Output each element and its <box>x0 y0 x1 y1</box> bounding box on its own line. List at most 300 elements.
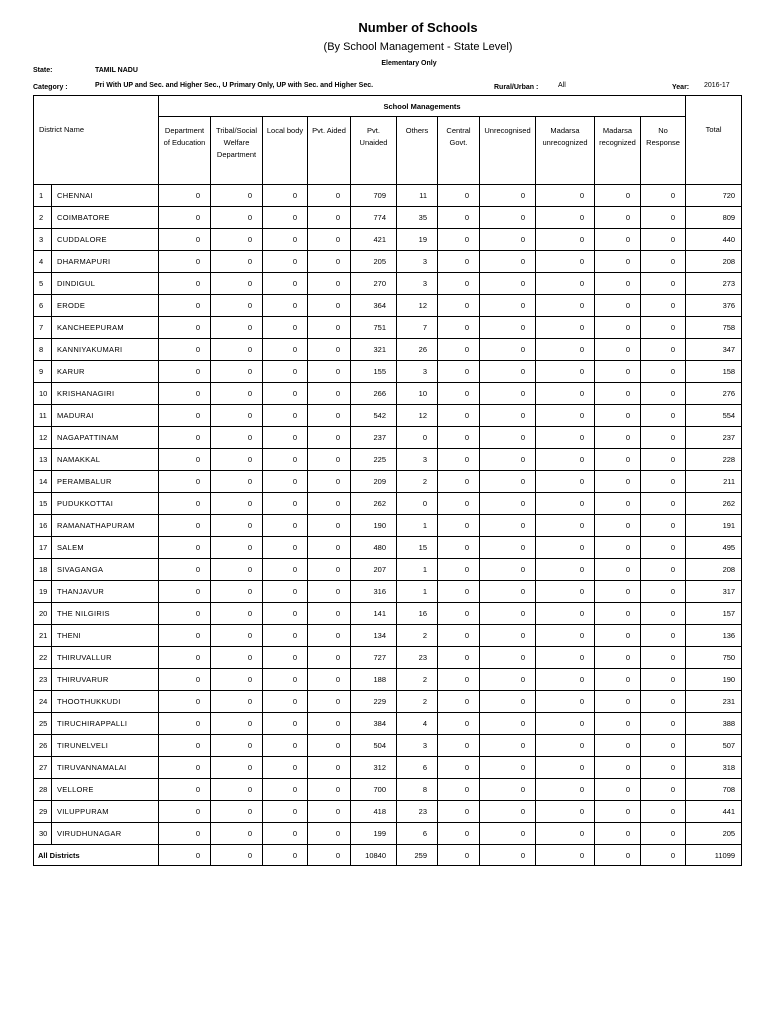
column-header: Local body <box>263 117 308 185</box>
district-name: MADURAI <box>52 405 159 427</box>
table-cell: 0 <box>480 383 536 405</box>
table-cell: 0 <box>641 625 686 647</box>
table-cell: 0 <box>595 515 641 537</box>
table-cell: 0 <box>159 603 211 625</box>
table-cell: 0 <box>438 251 480 273</box>
table-cell: 0 <box>263 273 308 295</box>
table-cell: 0 <box>211 493 263 515</box>
row-total: 136 <box>686 625 742 647</box>
table-cell: 0 <box>438 273 480 295</box>
row-index: 10 <box>34 383 52 405</box>
table-cell: 0 <box>211 229 263 251</box>
table-cell: 0 <box>159 207 211 229</box>
table-cell: 0 <box>308 493 351 515</box>
district-name: THENI <box>52 625 159 647</box>
table-cell: 0 <box>263 757 308 779</box>
district-name: THANJAVUR <box>52 581 159 603</box>
table-cell: 0 <box>211 669 263 691</box>
table-cell: 0 <box>211 185 263 207</box>
table-cell: 0 <box>159 273 211 295</box>
row-index: 24 <box>34 691 52 713</box>
table-cell: 0 <box>438 405 480 427</box>
table-cell: 0 <box>211 845 263 866</box>
table-cell: 0 <box>480 229 536 251</box>
row-index: 28 <box>34 779 52 801</box>
table-cell: 0 <box>159 735 211 757</box>
table-cell: 0 <box>641 713 686 735</box>
table-cell: 0 <box>595 207 641 229</box>
row-total: 495 <box>686 537 742 559</box>
table-cell: 0 <box>595 779 641 801</box>
table-cell: 0 <box>641 295 686 317</box>
table-cell: 0 <box>263 559 308 581</box>
table-cell: 12 <box>397 405 438 427</box>
table-cell: 0 <box>641 779 686 801</box>
table-cell: 0 <box>595 405 641 427</box>
table-cell: 0 <box>595 801 641 823</box>
district-name: DHARMAPURI <box>52 251 159 273</box>
row-total: 708 <box>686 779 742 801</box>
table-cell: 0 <box>211 515 263 537</box>
table-cell: 0 <box>595 449 641 471</box>
table-cell: 0 <box>480 559 536 581</box>
table-cell: 0 <box>438 823 480 845</box>
table-cell: 35 <box>397 207 438 229</box>
table-row <box>34 317 742 339</box>
table-cell: 0 <box>263 251 308 273</box>
table-cell: 0 <box>263 185 308 207</box>
table-cell: 0 <box>595 691 641 713</box>
row-index: 11 <box>34 405 52 427</box>
schools-table <box>33 95 742 866</box>
row-index: 26 <box>34 735 52 757</box>
column-header: Pvt. Aided <box>308 117 351 185</box>
table-cell: 1 <box>397 515 438 537</box>
table-cell: 0 <box>159 845 211 866</box>
row-total: 347 <box>686 339 742 361</box>
table-cell: 0 <box>641 471 686 493</box>
table-cell: 0 <box>308 251 351 273</box>
table-cell: 7 <box>397 317 438 339</box>
row-total: 208 <box>686 559 742 581</box>
table-cell: 6 <box>397 757 438 779</box>
table-cell: 0 <box>641 339 686 361</box>
table-cell: 0 <box>308 537 351 559</box>
row-index: 3 <box>34 229 52 251</box>
table-cell: 0 <box>536 669 595 691</box>
table-cell: 0 <box>536 757 595 779</box>
report-scope: Elementary Only <box>381 60 437 67</box>
district-name: VELLORE <box>52 779 159 801</box>
district-name: KANNIYAKUMARI <box>52 339 159 361</box>
table-cell: 0 <box>595 603 641 625</box>
table-row <box>34 691 742 713</box>
table-cell: 0 <box>211 405 263 427</box>
table-cell: 0 <box>641 317 686 339</box>
table-cell: 2 <box>397 471 438 493</box>
table-row <box>34 603 742 625</box>
table-cell: 0 <box>536 317 595 339</box>
table-cell: 0 <box>159 757 211 779</box>
table-cell: 259 <box>397 845 438 866</box>
table-cell: 0 <box>263 317 308 339</box>
table-cell: 0 <box>308 801 351 823</box>
district-name: NAMAKKAL <box>52 449 159 471</box>
row-index: 27 <box>34 757 52 779</box>
table-cell: 0 <box>641 185 686 207</box>
district-name: THIRUVARUR <box>52 669 159 691</box>
table-cell: 0 <box>641 647 686 669</box>
table-row <box>34 669 742 691</box>
row-index: 7 <box>34 317 52 339</box>
district-name: SIVAGANGA <box>52 559 159 581</box>
table-cell: 0 <box>641 251 686 273</box>
table-cell: 0 <box>536 801 595 823</box>
row-total: 237 <box>686 427 742 449</box>
table-row <box>34 427 742 449</box>
table-cell: 0 <box>159 295 211 317</box>
grand-total: 11099 <box>686 845 742 866</box>
table-cell: 0 <box>308 471 351 493</box>
row-index: 15 <box>34 493 52 515</box>
table-cell: 0 <box>308 757 351 779</box>
table-row <box>34 207 742 229</box>
table-cell: 0 <box>480 801 536 823</box>
table-cell: 0 <box>480 537 536 559</box>
table-cell: 0 <box>536 537 595 559</box>
table-cell: 0 <box>595 471 641 493</box>
table-cell: 0 <box>480 339 536 361</box>
district-name: KANCHEEPURAM <box>52 317 159 339</box>
row-index: 9 <box>34 361 52 383</box>
table-cell: 0 <box>480 317 536 339</box>
table-cell: 0 <box>595 669 641 691</box>
table-cell: 229 <box>351 691 397 713</box>
table-cell: 0 <box>397 427 438 449</box>
table-cell: 0 <box>536 273 595 295</box>
table-cell: 0 <box>211 559 263 581</box>
table-cell: 0 <box>536 647 595 669</box>
column-header: No Response <box>641 117 686 185</box>
report-title: Number of Schools <box>358 20 478 35</box>
district-name: CHENNAI <box>52 185 159 207</box>
table-cell: 1 <box>397 559 438 581</box>
table-cell: 0 <box>438 207 480 229</box>
table-row <box>34 735 742 757</box>
row-total: 262 <box>686 493 742 515</box>
table-cell: 0 <box>438 691 480 713</box>
table-cell: 15 <box>397 537 438 559</box>
table-row <box>34 339 742 361</box>
table-cell: 0 <box>536 207 595 229</box>
table-cell: 384 <box>351 713 397 735</box>
table-cell: 0 <box>641 559 686 581</box>
row-index: 4 <box>34 251 52 273</box>
table-cell: 0 <box>641 691 686 713</box>
row-index: 2 <box>34 207 52 229</box>
table-cell: 190 <box>351 515 397 537</box>
table-cell: 262 <box>351 493 397 515</box>
table-row <box>34 493 742 515</box>
table-cell: 0 <box>480 735 536 757</box>
row-total: 190 <box>686 669 742 691</box>
table-cell: 0 <box>641 581 686 603</box>
table-cell: 0 <box>159 339 211 361</box>
table-cell: 0 <box>211 273 263 295</box>
table-cell: 0 <box>536 735 595 757</box>
table-cell: 0 <box>641 449 686 471</box>
table-cell: 141 <box>351 603 397 625</box>
table-cell: 0 <box>159 647 211 669</box>
table-cell: 0 <box>159 229 211 251</box>
table-row <box>34 471 742 493</box>
table-cell: 3 <box>397 449 438 471</box>
row-index: 5 <box>34 273 52 295</box>
table-cell: 0 <box>159 779 211 801</box>
row-total: 317 <box>686 581 742 603</box>
table-cell: 0 <box>438 449 480 471</box>
table-row <box>34 823 742 845</box>
school-managements-header: School Managements <box>159 96 686 117</box>
table-cell: 0 <box>263 515 308 537</box>
table-cell: 26 <box>397 339 438 361</box>
table-cell: 709 <box>351 185 397 207</box>
table-cell: 0 <box>263 405 308 427</box>
table-cell: 0 <box>438 383 480 405</box>
table-cell: 0 <box>438 537 480 559</box>
table-cell: 199 <box>351 823 397 845</box>
table-cell: 0 <box>480 361 536 383</box>
district-name: NAGAPATTINAM <box>52 427 159 449</box>
table-cell: 0 <box>641 361 686 383</box>
table-cell: 188 <box>351 669 397 691</box>
table-cell: 0 <box>438 757 480 779</box>
row-index: 18 <box>34 559 52 581</box>
state-value: TAMIL NADU <box>95 67 138 74</box>
table-row <box>34 801 742 823</box>
table-cell: 0 <box>641 229 686 251</box>
row-total: 158 <box>686 361 742 383</box>
district-name-header: District Name <box>34 96 159 185</box>
total-header: Total <box>686 96 742 185</box>
table-cell: 0 <box>595 339 641 361</box>
table-cell: 0 <box>308 845 351 866</box>
table-cell: 0 <box>263 537 308 559</box>
table-cell: 225 <box>351 449 397 471</box>
year-label: Year: <box>672 84 690 91</box>
table-cell: 0 <box>480 779 536 801</box>
column-header: Madarsa unrecognized <box>536 117 595 185</box>
district-name: THOOTHUKKUDI <box>52 691 159 713</box>
all-districts-row <box>34 845 742 866</box>
table-cell: 0 <box>480 185 536 207</box>
table-cell: 0 <box>536 427 595 449</box>
table-cell: 2 <box>397 625 438 647</box>
table-cell: 0 <box>211 779 263 801</box>
row-index: 21 <box>34 625 52 647</box>
table-cell: 0 <box>480 449 536 471</box>
table-cell: 0 <box>211 339 263 361</box>
table-cell: 542 <box>351 405 397 427</box>
table-cell: 0 <box>536 713 595 735</box>
all-districts-label: All Districts <box>34 845 159 866</box>
table-cell: 0 <box>438 361 480 383</box>
table-cell: 0 <box>480 647 536 669</box>
district-name: KARUR <box>52 361 159 383</box>
table-cell: 0 <box>159 537 211 559</box>
table-cell: 0 <box>263 581 308 603</box>
table-row <box>34 405 742 427</box>
table-row <box>34 647 742 669</box>
district-name: PUDUKKOTTAI <box>52 493 159 515</box>
table-cell: 0 <box>595 427 641 449</box>
row-total: 750 <box>686 647 742 669</box>
table-cell: 0 <box>397 493 438 515</box>
table-cell: 0 <box>641 669 686 691</box>
district-name: VIRUDHUNAGAR <box>52 823 159 845</box>
district-name: SALEM <box>52 537 159 559</box>
table-cell: 0 <box>595 361 641 383</box>
table-cell: 0 <box>211 317 263 339</box>
table-cell: 0 <box>536 383 595 405</box>
table-cell: 0 <box>438 735 480 757</box>
table-cell: 3 <box>397 735 438 757</box>
table-cell: 0 <box>211 735 263 757</box>
row-total: 441 <box>686 801 742 823</box>
table-cell: 0 <box>263 229 308 251</box>
table-cell: 209 <box>351 471 397 493</box>
table-cell: 0 <box>263 713 308 735</box>
table-cell: 0 <box>308 603 351 625</box>
table-cell: 4 <box>397 713 438 735</box>
table-cell: 155 <box>351 361 397 383</box>
table-cell: 0 <box>536 845 595 866</box>
row-total: 208 <box>686 251 742 273</box>
row-total: 507 <box>686 735 742 757</box>
table-cell: 0 <box>595 823 641 845</box>
table-cell: 0 <box>480 295 536 317</box>
district-name: KRISHANAGIRI <box>52 383 159 405</box>
table-cell: 0 <box>159 493 211 515</box>
table-cell: 0 <box>438 515 480 537</box>
district-name: TIRUVANNAMALAI <box>52 757 159 779</box>
table-cell: 0 <box>263 801 308 823</box>
table-row <box>34 559 742 581</box>
table-cell: 504 <box>351 735 397 757</box>
table-cell: 10840 <box>351 845 397 866</box>
table-cell: 0 <box>438 779 480 801</box>
table-cell: 0 <box>595 251 641 273</box>
table-cell: 0 <box>536 229 595 251</box>
table-cell: 421 <box>351 229 397 251</box>
table-cell: 0 <box>308 625 351 647</box>
table-row <box>34 295 742 317</box>
table-cell: 0 <box>308 713 351 735</box>
row-total: 228 <box>686 449 742 471</box>
table-cell: 0 <box>536 581 595 603</box>
table-cell: 0 <box>159 185 211 207</box>
table-cell: 8 <box>397 779 438 801</box>
table-cell: 0 <box>641 823 686 845</box>
table-cell: 2 <box>397 669 438 691</box>
column-header: Madarsa recognized <box>595 117 641 185</box>
table-cell: 16 <box>397 603 438 625</box>
table-row <box>34 449 742 471</box>
column-header: Tribal/Social Welfare Department <box>211 117 263 185</box>
category-value: Pri With UP and Sec. and Higher Sec., U Primary Only, UP with Sec. and Higher Sec. <box>95 82 374 89</box>
table-cell: 0 <box>159 581 211 603</box>
table-cell: 0 <box>263 361 308 383</box>
table-row <box>34 713 742 735</box>
table-cell: 364 <box>351 295 397 317</box>
row-index: 12 <box>34 427 52 449</box>
table-cell: 0 <box>480 669 536 691</box>
row-total: 205 <box>686 823 742 845</box>
table-cell: 0 <box>536 691 595 713</box>
table-cell: 0 <box>211 471 263 493</box>
table-cell: 0 <box>159 427 211 449</box>
table-cell: 0 <box>641 603 686 625</box>
table-cell: 0 <box>480 405 536 427</box>
table-cell: 0 <box>263 823 308 845</box>
table-cell: 0 <box>308 339 351 361</box>
table-cell: 0 <box>308 427 351 449</box>
table-cell: 0 <box>480 713 536 735</box>
table-cell: 0 <box>263 427 308 449</box>
table-cell: 0 <box>159 669 211 691</box>
column-header: Central Govt. <box>438 117 480 185</box>
table-cell: 0 <box>263 339 308 361</box>
table-cell: 0 <box>211 691 263 713</box>
table-cell: 312 <box>351 757 397 779</box>
table-cell: 0 <box>595 713 641 735</box>
table-cell: 0 <box>480 207 536 229</box>
table-cell: 0 <box>308 647 351 669</box>
table-cell: 0 <box>480 625 536 647</box>
table-cell: 0 <box>641 537 686 559</box>
table-cell: 0 <box>480 603 536 625</box>
table-cell: 0 <box>438 339 480 361</box>
row-index: 23 <box>34 669 52 691</box>
table-cell: 0 <box>536 823 595 845</box>
column-header: Unrecognised <box>480 117 536 185</box>
table-cell: 0 <box>438 801 480 823</box>
table-cell: 0 <box>159 559 211 581</box>
district-name: DINDIGUL <box>52 273 159 295</box>
table-cell: 0 <box>641 383 686 405</box>
row-total: 231 <box>686 691 742 713</box>
column-header: Others <box>397 117 438 185</box>
table-row <box>34 537 742 559</box>
table-cell: 0 <box>438 185 480 207</box>
row-index: 17 <box>34 537 52 559</box>
table-row <box>34 515 742 537</box>
row-total: 809 <box>686 207 742 229</box>
table-cell: 0 <box>159 823 211 845</box>
table-cell: 0 <box>159 383 211 405</box>
table-cell: 0 <box>438 581 480 603</box>
row-total: 388 <box>686 713 742 735</box>
table-cell: 0 <box>641 405 686 427</box>
table-cell: 0 <box>263 647 308 669</box>
table-cell: 0 <box>595 625 641 647</box>
district-name: COIMBATORE <box>52 207 159 229</box>
table-cell: 0 <box>211 603 263 625</box>
table-cell: 0 <box>263 691 308 713</box>
table-cell: 3 <box>397 273 438 295</box>
table-cell: 0 <box>263 779 308 801</box>
table-cell: 0 <box>263 471 308 493</box>
